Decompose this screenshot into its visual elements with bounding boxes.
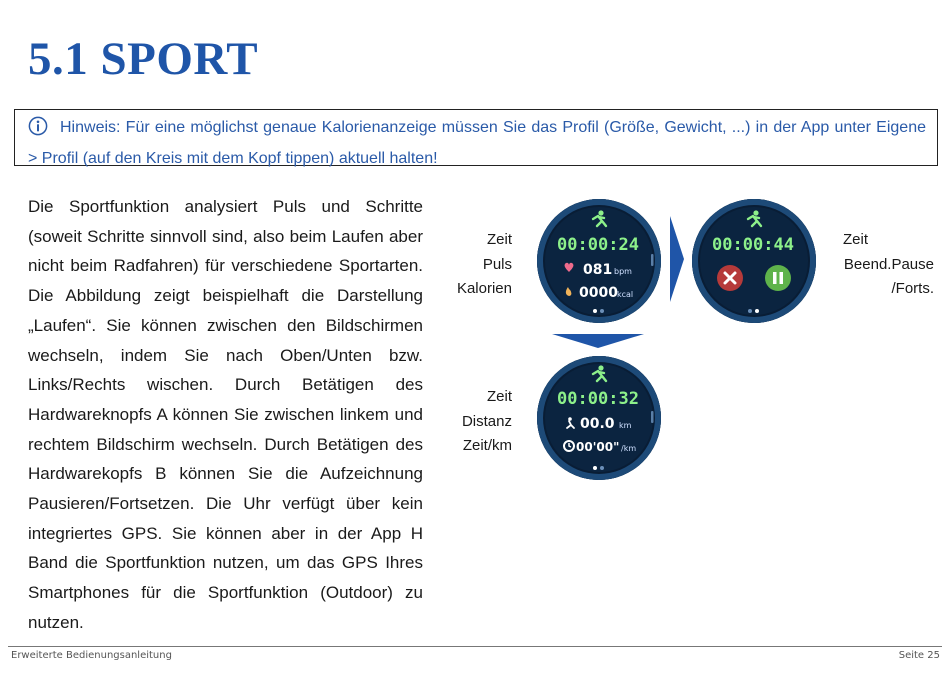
flame-icon (566, 287, 572, 296)
runner-icon (593, 365, 606, 381)
label-zeit-km: Zeit/km (462, 437, 512, 454)
distance-unit: km (619, 421, 632, 430)
pace-icon (564, 441, 574, 451)
workout-time: 00:00:44 (712, 235, 794, 255)
info-icon (28, 116, 48, 145)
hint-text: Hinweis: Für eine möglichst genaue Kalorienanzeige müssen Sie das Profil (Größe, Gewicht, ...) in der App unter Eigene > Profil (auf den Kreis mit dem Kopf tippen) aktuell halten! (28, 119, 926, 167)
footer-left: Erweiterte Bedienungsanleitung (11, 650, 172, 661)
watch-screen-main (537, 199, 661, 323)
runner-icon (593, 210, 606, 226)
heart-icon (565, 263, 574, 272)
label-zeit: Zeit (486, 231, 512, 248)
pulse-unit: bpm (614, 267, 632, 276)
runner-small-icon (567, 417, 574, 428)
labels-distance-watch (440, 385, 512, 459)
pace-unit: /km (621, 444, 637, 453)
footer-divider (8, 646, 942, 647)
body-paragraph: Die Sportfunktion analysiert Puls und Schritte (soweit Schritte sinnvoll sind, also beim Laufen aber nicht beim Radfahren) für verschiedene Sportarten. Die Abbildung zeigt beispielhaft die Darstellung „Laufen“. Sie können zwischen den Bildschirmen wechseln, indem Sie nach Oben/Unten bzw. Links/Rechts wischen. Durch Betätigen des Hardwareknopfs A können Sie zwischen linkem und rechtem Bildschirm wechseln. Durch Betätigen des Hardwarekopfs B können Sie die Aufzeichnung Pausieren/Fortsetzen. Die Uhr verfügt über kein integriertes GPS. Sie können aber in der App H Band die Sportfunktion nutzen, um das GPS Ihres Smartphones für die Sportfunktion (Outdoor) zu nutzen. (28, 197, 423, 632)
label-kalorien: Kalorien (456, 280, 512, 297)
workout-time: 00:00:24 (557, 235, 639, 255)
distance-value: 00.0 (580, 416, 615, 432)
label-distanz: Distanz (461, 412, 512, 430)
workout-time: 00:00:32 (557, 389, 639, 409)
pause-icon (765, 265, 791, 291)
pulse-value: 081 (583, 262, 613, 278)
hint-box (14, 109, 938, 166)
calories-unit: kcal (617, 290, 634, 299)
label-zeit: Zeit (843, 231, 869, 248)
watch-screen-pause (692, 199, 816, 323)
labels-main-watch (440, 228, 512, 302)
close-icon (717, 265, 743, 291)
footer-page-number: Seite 25 (898, 650, 940, 661)
labels-pause-watch (834, 228, 934, 302)
page-title: 5.1 SPORT (28, 33, 259, 85)
label-forts: /Forts. (891, 280, 934, 297)
label-zeit: Zeit (486, 388, 512, 405)
arrow-down-icon (552, 332, 644, 350)
pace-value: 00'00" (576, 440, 620, 454)
label-beend-pause: Beend.Pause (843, 255, 934, 273)
calories-value: 0000 (579, 285, 618, 301)
arrow-right-icon (668, 216, 686, 302)
watch-screen-distance (537, 356, 661, 480)
label-puls: Puls (482, 255, 512, 273)
runner-icon (748, 210, 761, 226)
